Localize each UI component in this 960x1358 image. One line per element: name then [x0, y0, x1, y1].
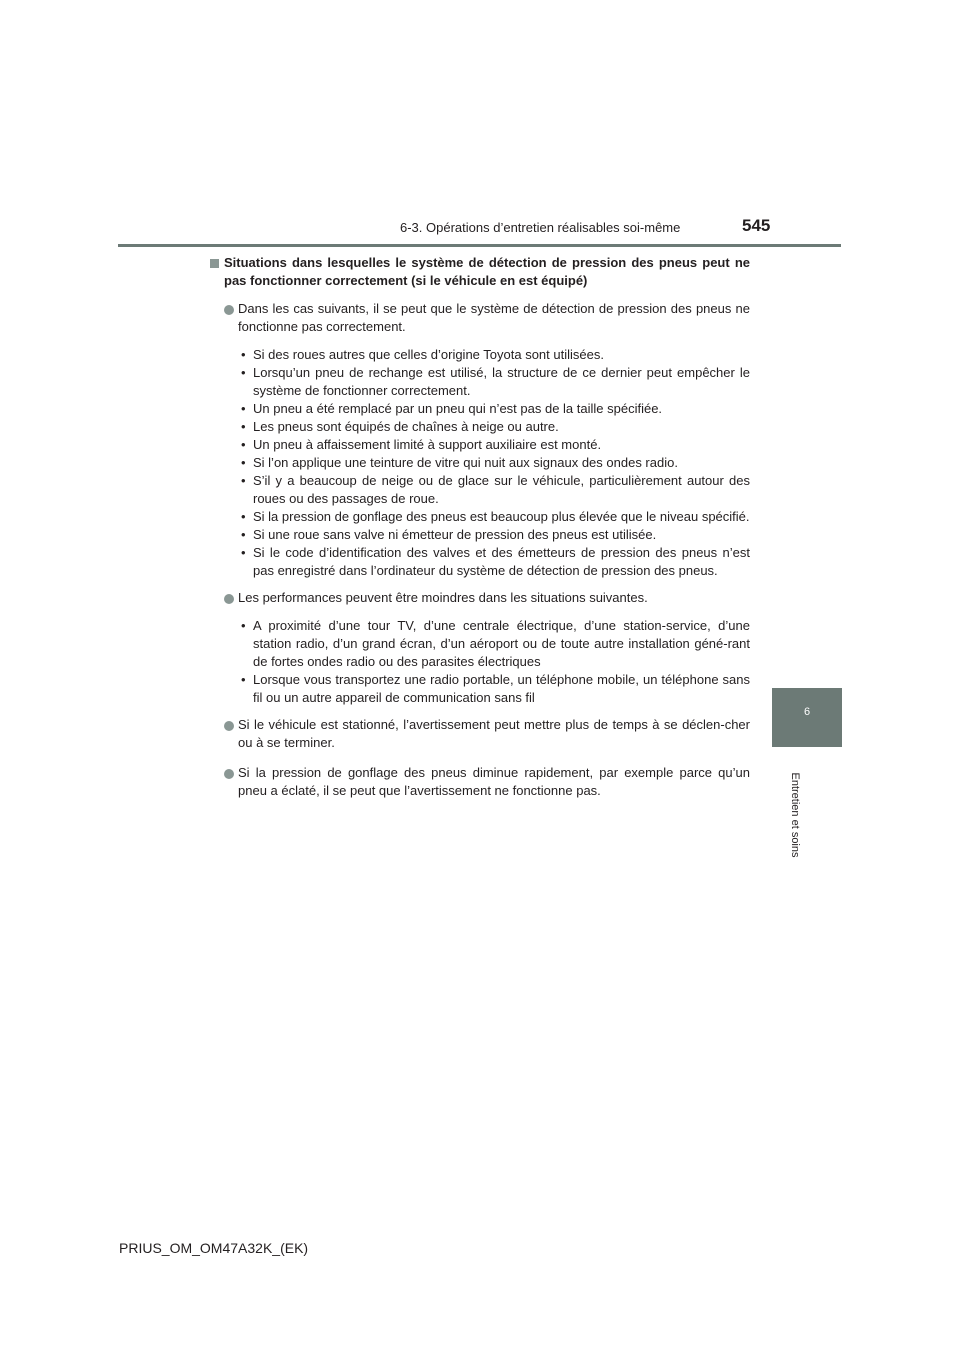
- chapter-side-label: [788, 760, 802, 870]
- sub-list-item-text: Si l’on applique une teinture de vitre qui nuit aux signaux des ondes radio.: [253, 455, 678, 470]
- list-item-text: Dans les cas suivants, il se peut que le système de détection de pression des pneus ne fonctionne pas correctement.: [238, 301, 750, 334]
- circle-bullet-icon: [224, 721, 234, 731]
- sub-list-item: [238, 671, 750, 707]
- sub-list-item-text: Les pneus sont équipés de chaînes à neige ou autre.: [253, 419, 559, 434]
- sub-list-item: [238, 454, 750, 472]
- section-heading-text: Situations dans lesquelles le système de détection de pression des pneus peut ne pas fonctionner correctement (si le véhicule en est équipé): [224, 255, 750, 288]
- sub-list-item: [238, 472, 750, 508]
- chapter-side-label-text: Entretien et soins: [789, 772, 801, 858]
- list-item-4: [210, 764, 750, 800]
- sub-bullet: •: [241, 365, 246, 380]
- sub-list-item: [238, 526, 750, 544]
- sub-list-item-text: Si des roues autres que celles d’origine Toyota sont utilisées.: [253, 347, 604, 362]
- sub-list-item-text: Lorsque vous transportez une radio portable, un téléphone mobile, un téléphone sans fil ou un autre appareil de communication sans fil: [253, 672, 750, 705]
- sub-bullet: •: [241, 545, 246, 560]
- header-divider: [118, 244, 841, 247]
- section-heading: [210, 254, 750, 290]
- chapter-tab-number: 6: [803, 706, 811, 718]
- circle-bullet-icon: [224, 594, 234, 604]
- sub-bullet: •: [241, 419, 246, 434]
- sub-list-item-text: S’il y a beaucoup de neige ou de glace sur le véhicule, particulièrement autour des roues ou des passages de roue.: [253, 473, 750, 506]
- square-marker-icon: [210, 259, 219, 268]
- sub-list-item: [238, 400, 750, 418]
- sub-list-item-text: Si le code d’identification des valves et des émetteurs de pression des pneus n’est pas enregistré dans l’ordinateur du système de détection de pression des pneus.: [253, 545, 750, 578]
- sub-bullet: •: [241, 672, 246, 687]
- list-item-text: Si la pression de gonflage des pneus diminue rapidement, par exemple parce qu’un pneu a éclaté, il se peut que l’avertissement ne fonctionne pas.: [238, 765, 750, 798]
- sub-list-item: [238, 364, 750, 400]
- sub-list-item-text: Un pneu a été remplacé par un pneu qui n’est pas de la taille spécifiée.: [253, 401, 663, 416]
- main-content: [210, 254, 750, 812]
- header-section-title: 6-3. Opérations d’entretien réalisables soi-même: [400, 220, 681, 235]
- sub-list-item-text: Si une roue sans valve ni émetteur de pression des pneus est utilisée.: [253, 527, 657, 542]
- sub-list-item: [238, 544, 750, 580]
- list-item-1: [210, 300, 750, 336]
- list-item-text: Si le véhicule est stationné, l’avertissement peut mettre plus de temps à se déclen-cher ou à se terminer.: [238, 717, 750, 750]
- sub-bullet: •: [241, 509, 246, 524]
- circle-bullet-icon: [224, 305, 234, 315]
- circle-bullet-icon: [224, 769, 234, 779]
- page-number: 545: [742, 216, 771, 235]
- sub-list-2: [238, 617, 750, 707]
- sub-list-item: [238, 617, 750, 671]
- sub-list-item-text: A proximité d’une tour TV, d’une centrale électrique, d’une station-service, d’une station radio, d’un grand écran, d’un aéroport ou de toute autre installation géné-rant de fortes ondes radio ou des parasites électriques: [253, 618, 750, 669]
- sub-list-item-text: Si la pression de gonflage des pneus est beaucoup plus élevée que le niveau spécifié.: [253, 509, 750, 524]
- sub-list-item-text: Un pneu à affaissement limité à support auxiliaire est monté.: [253, 437, 602, 452]
- chapter-tab: [772, 688, 842, 747]
- sub-bullet: •: [241, 455, 246, 470]
- list-item-text: Les performances peuvent être moindres dans les situations suivantes.: [238, 590, 648, 605]
- sub-list-item: [238, 436, 750, 454]
- sub-list-item: [238, 346, 750, 364]
- sub-bullet: •: [241, 618, 246, 633]
- sub-bullet: •: [241, 527, 246, 542]
- sub-bullet: •: [241, 473, 246, 488]
- list-item-2: [210, 589, 750, 607]
- sub-list-item: [238, 508, 750, 526]
- sub-list-item-text: Lorsqu’un pneu de rechange est utilisé, la structure de ce dernier peut empêcher le système de fonctionner correctement.: [253, 365, 750, 398]
- sub-bullet: •: [241, 437, 246, 452]
- document-code-footer: PRIUS_OM_OM47A32K_(EK): [119, 1240, 309, 1256]
- sub-list-item: [238, 418, 750, 436]
- sub-bullet: •: [241, 347, 246, 362]
- list-item-3: [210, 716, 750, 752]
- sub-list-1: [238, 346, 750, 580]
- sub-bullet: •: [241, 401, 246, 416]
